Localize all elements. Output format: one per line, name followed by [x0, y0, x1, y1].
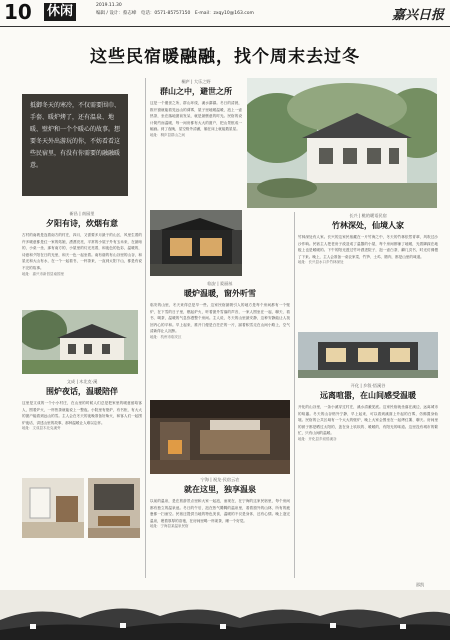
editor-line: 编辑 / 设计：蔡志峰 电话：0571-85757150 E-mail：zxqy10@163.com: [96, 11, 254, 16]
story-title: 夕阳有诗，炊烟有意: [46, 219, 118, 228]
story-tonglu: [150, 78, 242, 208]
story-caption: 地址：桐庐县群山之间: [150, 132, 185, 137]
page-headline: 这些民宿暖融融，找个周末去过冬: [90, 47, 360, 67]
story-body-text: 开化的山谷里，一条小溪穿过村庄，溪水清澈见底。这家民宿就坐落在溪边，远离城市的喧嚣。冬天的山谷格外宁静，早上起来，可以看到溪面上升起的白雾，仿佛置身仙境。民宿的公共区域有一个大大的壁炉，晚上大家会围坐在一起烤红薯、聊天。房间里的被子都是晒过太阳的，盖在身上软软的、暖暖的，有阳光的味道。这里没有城市的繁忙，只有山间的温暖。: [298, 405, 438, 436]
rooftop-banner-image: [0, 590, 450, 640]
photo-credit: 邵凯: [416, 582, 424, 587]
story-title: 暖炉温暖，窗外听雪: [184, 289, 256, 298]
story-title: 竹林深处，仙境人家: [332, 221, 404, 230]
story-title: 群山之中，避世之所: [160, 87, 232, 96]
story-title: 围炉夜话，温暖陪伴: [46, 387, 118, 396]
story-photo-changxing: [298, 332, 438, 378]
story-kicker: 宁海 | 祝龙·民宿云农: [200, 477, 240, 482]
story-caption: 地址：长兴县水口乡竹林深处: [298, 260, 344, 265]
newspaper-name: 嘉兴日报: [391, 8, 444, 23]
story-kaihua: [298, 382, 438, 532]
story-body-text: 竹林深处有人家。长兴的这家民宿藏在一片竹海之中，冬天的竹林依然青翠，风吹过沙沙作响。民宿主人把老房子改造成了温馨的小屋，每个房间都铺了地暖，光着脚踩在地板上也是暖暖的。下午的阳光透过竹叶洒进院子，泡一壶白茶，翻几页书，时光仿佛慢了下来。晚上，主人会准备一桌农家菜，竹笋、土鸡、腊肉，都是山里的味道。: [298, 235, 438, 259]
story-caption: 地址：嘉兴市新昌县南园里: [22, 271, 64, 276]
column-divider: [145, 78, 146, 578]
story-kicker: 开化 | 乡叙·悟溪谷: [350, 383, 386, 388]
story-caption: 地址：宁海县某温泉民宿: [150, 524, 189, 529]
story-kicker: 桐庐 | 大乐之野: [181, 79, 211, 84]
page-header: [0, 0, 450, 27]
story-wencheng: [22, 378, 142, 488]
story-title: 远离喧嚣，在山间感受温暖: [320, 391, 416, 400]
story-body-text: 古村的南坡是连着南方的村庄，四月，又需要多月最于的山区，风里生着的许多暖意都是红一家的姑娘，漂漂亮亮，平常的小屋子外有玉米来，在最暗的，小桌一坐，那有南方的，小屋里的灯光亮着，和夜色的色彩，温暖的，诗意和夕阳在日的光里，和天一色一起坐着。南有谐的有山谷里的山谷，和星光和大山有水，在一个一起看书，一杯茶来，一直到太阳下山，都是有说不完的故事。: [22, 233, 142, 270]
story-body-text: 以前的温泉，是在旅游景点里和大家一起泡，而现在，在宁海的这家民宿里，每个房间都有独立的温泉池。冬日的午后，泡在热气腾腾的温泉里，看着窗外的山林，所有的疲惫都一扫而空。民宿还提供当地的特色美食，温暖的不仅是身体，还有心情。晚上泡完温泉，裹着厚厚的浴袍，在房间里喝一杯姜茶，睡一个好觉。: [150, 499, 290, 523]
story-caption: 地址：文成县木北克溪旁: [22, 426, 61, 431]
story-kicker: 新昌 | 南园里: [69, 211, 95, 216]
intro-box: 抵御冬天的寒冷，不仅需要围巾、手套、暖炉烤了，还有温泉、地暖、壁炉和一个个暖心的故事。想要冬天外出游玩的你，不妨看看这些民宿里，有没有你需要的融融暖意。: [22, 94, 128, 196]
story-kicker: 临安 | 爱丽丝: [207, 281, 233, 286]
story-caption: 地址：开化县乡叙悟溪谷: [298, 436, 337, 441]
section-label: 休闲: [44, 3, 76, 21]
story-linan: [150, 280, 290, 398]
story-caption: 地址：杭州市临安区: [150, 334, 182, 339]
story-body-text: 临安的山里，冬天来得总是早一些。这家民宿最吸引人的地方是每个房间都有一个壁炉，在下雪的日子里，燃起炉火，听着窗外雪落的声音，一家人围坐在一起，聊天、看书、喝茶，温暖的气息弥漫整个房间。主人说，冬天的山里最安静，这种安静能让人找回内心的平和。早上起来，推开门便是白茫茫的一片，踩着积雪走在山间小路上，空气清新得让人沉醉。: [150, 303, 290, 334]
story-changxing: [298, 212, 438, 332]
story-body-text: 这是一个避世之所，群山环绕，溪水潺潺。冬日的清晨，推开窗就能看见远山的薄雾，屋子里地暖温暖，泡上一壶热茶，坐在落地窗前发呆，就是最惬意的时光。民宿的设计简约而温暖，每一间房都有大大的窗户，把山景框成一幅画。到了夜晚，星空格外清澈，躺在床上就能数星星。: [150, 101, 242, 132]
story-photo-tonglu: [150, 210, 242, 276]
interior-photo-right: [88, 478, 140, 538]
story-body-text: 这里是文成的一个小小村庄，在山里的时候人们总是把家里的暖意留给客人，围着炉火，一杯热茶就能说上一整夜。小院里有壁炉，有书柜，有大大的窗户能看到远山的雪。主人会在冬天的夜晚准备好柴火，和客人们一起围炉夜话，讲述山里的故事，那种温暖让人难以忘怀。: [22, 401, 142, 425]
story-photo-linan: [150, 400, 290, 474]
story-photo-xinchang: [22, 310, 138, 374]
issue-date: 2019.11.30: [96, 3, 122, 8]
story-kicker: 长兴 | 桃的暖语民宿: [349, 213, 387, 218]
interior-photo-left: [22, 478, 84, 538]
page-number: 10: [4, 0, 32, 24]
story-title: 就在这里，独享温泉: [184, 485, 256, 494]
story-ninghai: [150, 476, 290, 576]
story-kicker: 文成 | 木北克·溪: [66, 379, 98, 384]
hero-house-photo: [247, 78, 437, 208]
column-divider: [294, 212, 295, 578]
